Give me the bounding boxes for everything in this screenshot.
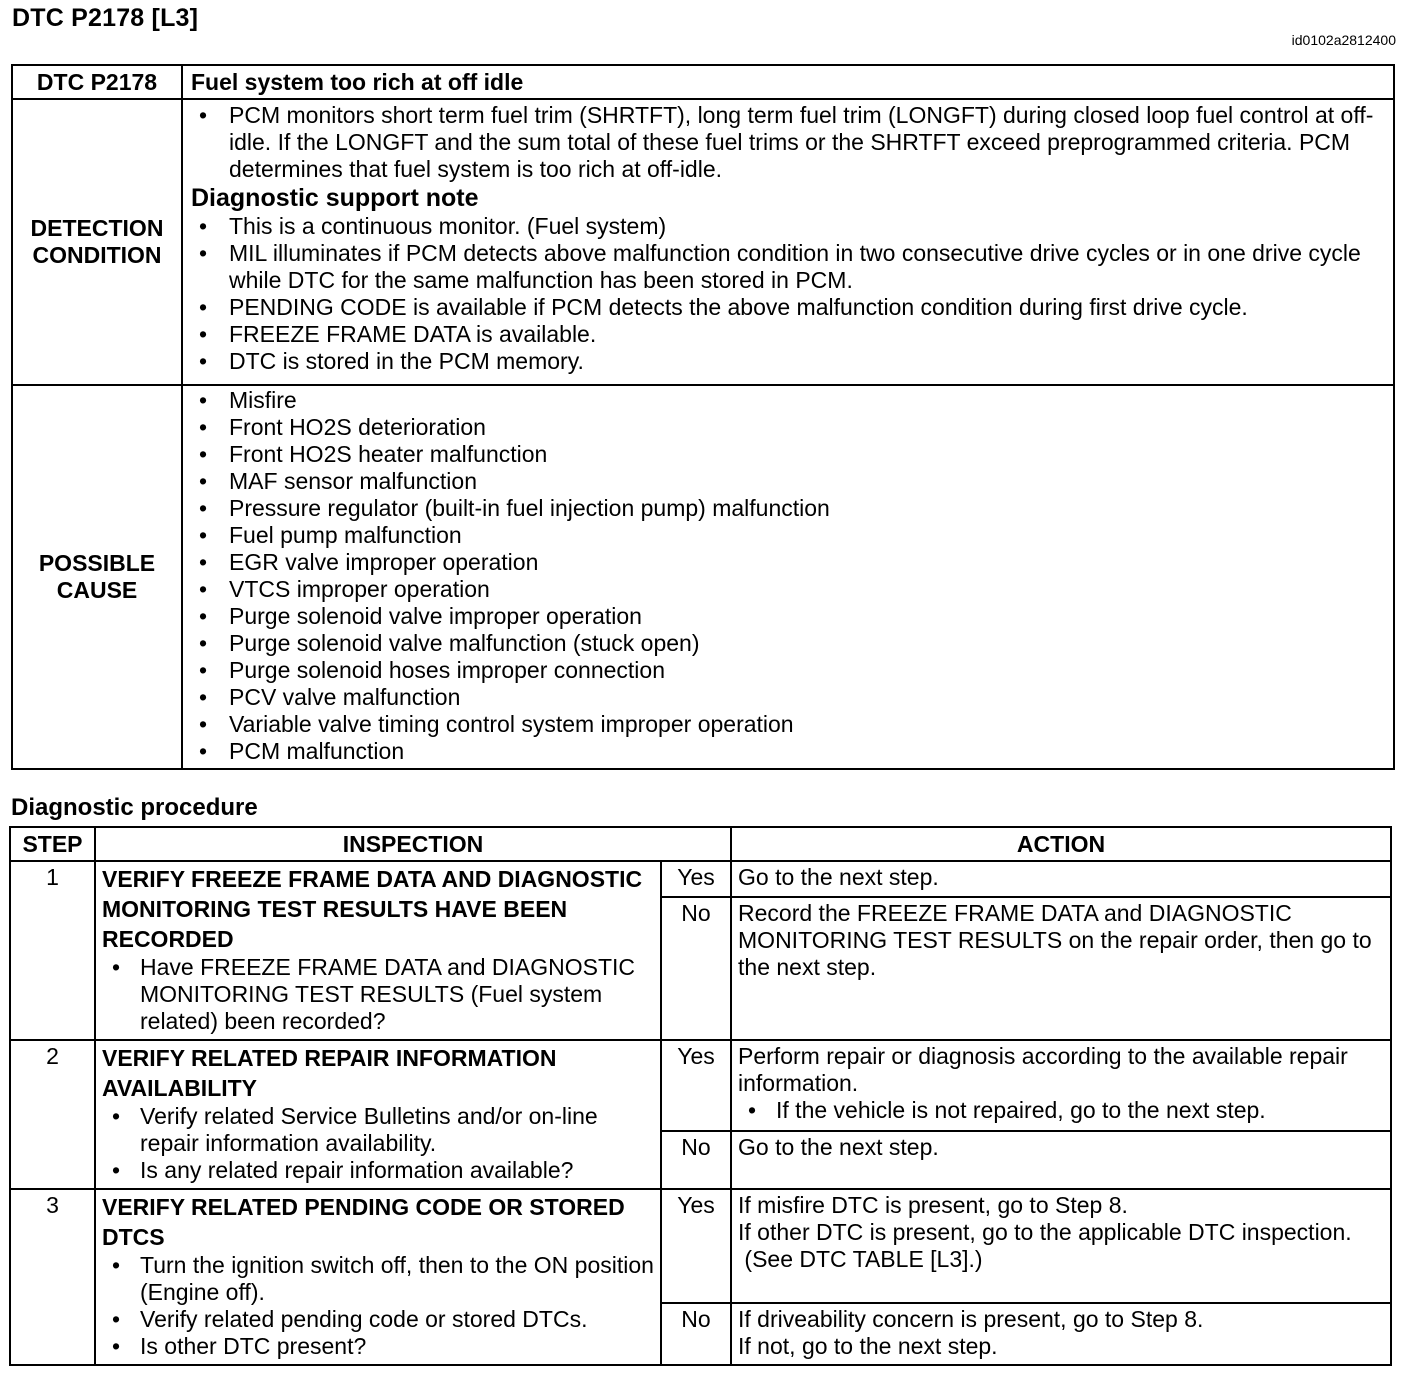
procedure-title: Diagnostic procedure (11, 794, 258, 821)
action-bullets (738, 1097, 1384, 1124)
no-action (731, 1303, 1391, 1365)
list-item: • This is a continuous monitor. (Fuel system) (191, 213, 1387, 240)
inspection-title: VERIFY FREEZE FRAME DATA AND DIAGNOSTIC MONITORING TEST RESULTS HAVE BEEN RECORDED (102, 866, 643, 952)
list-item: • Purge solenoid valve improper operation (191, 603, 1387, 630)
table-row (10, 1040, 1391, 1131)
list-item: • EGR valve improper operation (191, 549, 1387, 576)
step-header: STEP (10, 827, 95, 861)
inspection-cell (95, 1189, 661, 1365)
action-line: If driveability concern is present, go to Step 8. (738, 1305, 1204, 1332)
support-note-bullets (191, 213, 1387, 375)
inspection-title: VERIFY RELATED REPAIR INFORMATION AVAILABILITY (102, 1045, 557, 1101)
yes-action (731, 861, 1391, 897)
list-item: • Front HO2S deterioration (191, 414, 1387, 441)
yes-label: Yes (661, 861, 731, 897)
no-label: No (661, 897, 731, 1040)
inspection-cell (95, 1040, 661, 1189)
list-item: • MAF sensor malfunction (191, 468, 1387, 495)
page-title: DTC P2178 [L3] (12, 4, 199, 32)
yes-label: Yes (661, 1040, 731, 1131)
possible-cause-row (12, 385, 1394, 769)
possible-cause-label: POSSIBLE CAUSE (12, 385, 182, 769)
list-item: • PCV valve malfunction (191, 684, 1387, 711)
list-item: • Fuel pump malfunction (191, 522, 1387, 549)
list-item: • Misfire (191, 387, 1387, 414)
action-line: (See DTC TABLE [L3].) (738, 1246, 983, 1272)
action-line: If misfire DTC is present, go to Step 8. (738, 1192, 1128, 1218)
inspection-bullets (102, 954, 654, 1035)
list-item: • PCM monitors short term fuel trim (SHRTFT), long term fuel trim (LONGFT) during closed loop fuel control at off-idle. If the LONGFT and the sum total of these fuel trims or the SHRTFT exceed preprogrammed criteria. PCM determines that fuel system is too rich at off-idle. (191, 102, 1387, 183)
step-number: 3 (10, 1189, 95, 1365)
list-item: • FREEZE FRAME DATA is available. (191, 321, 1387, 348)
list-item: • VTCS improper operation (191, 576, 1387, 603)
list-item: • Is any related repair information available? (102, 1157, 654, 1184)
action-line: If other DTC is present, go to the applicable DTC inspection. (738, 1219, 1352, 1245)
document-id: id0102a2812400 (1291, 32, 1396, 48)
list-item: • Front HO2S heater malfunction (191, 441, 1387, 468)
inspection-title: VERIFY RELATED PENDING CODE OR STORED DTCS (102, 1194, 625, 1250)
step-number: 2 (10, 1040, 95, 1189)
detection-condition-row (12, 99, 1394, 385)
inspection-bullets (102, 1103, 654, 1184)
dtc-code-cell: DTC P2178 (12, 65, 182, 99)
action-line: Go to the next step. (738, 1133, 939, 1160)
action-header: ACTION (731, 827, 1391, 861)
yes-action (731, 1040, 1391, 1131)
no-action (731, 1131, 1391, 1189)
support-note-heading: Diagnostic support note (191, 184, 479, 212)
action-line: Record the FREEZE FRAME DATA and DIAGNOSTIC MONITORING TEST RESULTS on the repair order, then go to the next step. (738, 899, 1372, 980)
procedure-header-row (10, 827, 1391, 861)
list-item: • Purge solenoid hoses improper connection (191, 657, 1387, 684)
dtc-header-row (12, 65, 1394, 99)
procedure-table (9, 826, 1392, 1366)
list-item: • MIL illuminates if PCM detects above malfunction condition in two consecutive drive cycles or in one drive cycle while DTC for the same malfunction has been stored in PCM. (191, 240, 1387, 294)
possible-cause-list (191, 387, 1387, 765)
yes-action (731, 1189, 1391, 1303)
step-number: 1 (10, 861, 95, 1040)
list-item: • Variable valve timing control system improper operation (191, 711, 1387, 738)
list-item: • Purge solenoid valve malfunction (stuck open) (191, 630, 1387, 657)
dtc-description-cell: Fuel system too rich at off idle (182, 65, 1394, 99)
list-item: • Verify related pending code or stored DTCs. (102, 1306, 654, 1333)
list-item: • Turn the ignition switch off, then to the ON position (Engine off). (102, 1252, 654, 1306)
yes-label: Yes (661, 1189, 731, 1303)
list-item: • Have FREEZE FRAME DATA and DIAGNOSTIC MONITORING TEST RESULTS (Fuel system related) been recorded? (102, 954, 654, 1035)
list-item: • DTC is stored in the PCM memory. (191, 348, 1387, 375)
dtc-info-table (11, 64, 1395, 770)
no-label: No (661, 1303, 731, 1365)
detection-condition-label: DETECTION CONDITION (12, 99, 182, 385)
list-item: • PCM malfunction (191, 738, 1387, 765)
list-item: • If the vehicle is not repaired, go to the next step. (738, 1097, 1384, 1124)
no-action (731, 897, 1391, 1040)
detection-condition-content (182, 99, 1394, 385)
table-row (10, 861, 1391, 897)
table-row (10, 1189, 1391, 1303)
list-item: • Pressure regulator (built-in fuel injection pump) malfunction (191, 495, 1387, 522)
inspection-cell (95, 861, 661, 1040)
inspection-bullets (102, 1252, 654, 1360)
action-line: Perform repair or diagnosis according to the available repair information. (738, 1043, 1348, 1096)
list-item: • Verify related Service Bulletins and/or on-line repair information availability. (102, 1103, 654, 1157)
possible-cause-content (182, 385, 1394, 769)
action-line: Go to the next step. (738, 864, 939, 890)
detection-bullets (191, 102, 1387, 183)
list-item: • PENDING CODE is available if PCM detects the above malfunction condition during first drive cycle. (191, 294, 1387, 321)
no-label: No (661, 1131, 731, 1189)
action-line: If not, go to the next step. (738, 1332, 998, 1359)
list-item: • Is other DTC present? (102, 1333, 654, 1360)
inspection-header: INSPECTION (95, 827, 731, 861)
